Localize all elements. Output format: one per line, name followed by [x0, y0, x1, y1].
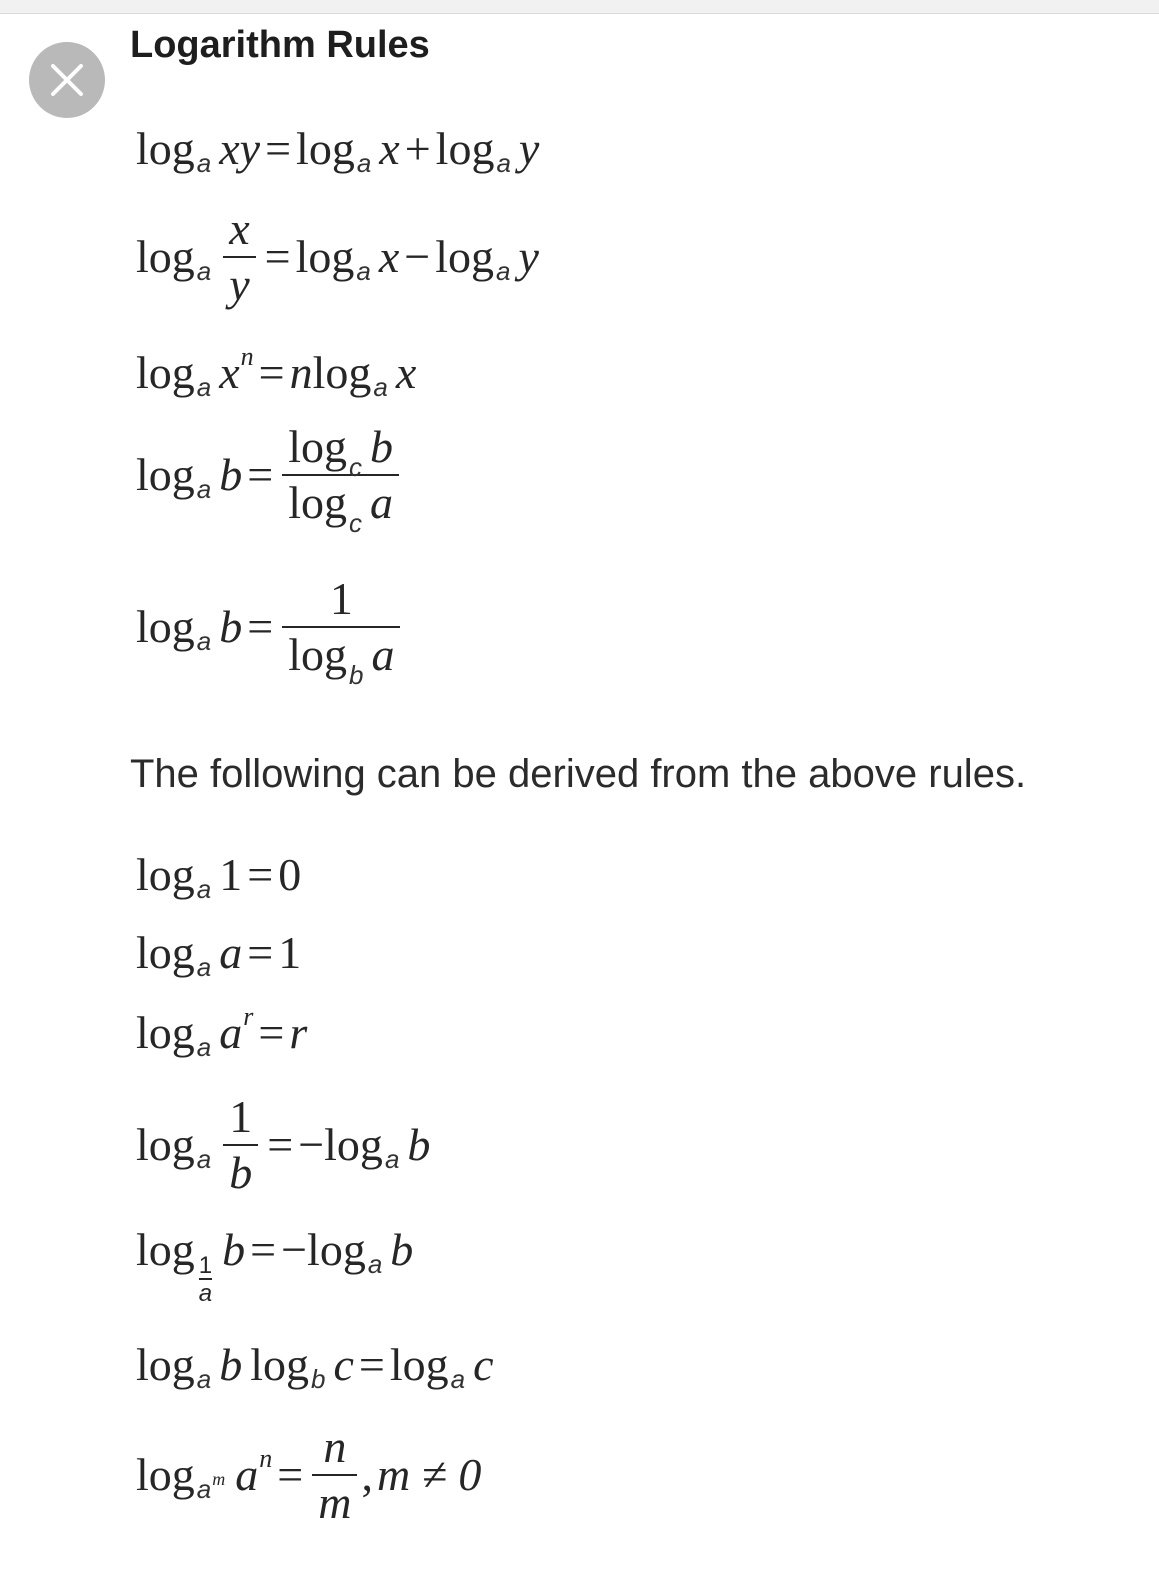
derived-log-of-one: log a 1 = 0	[136, 849, 302, 904]
fraction: $\frac{1}{b}$	[223, 1094, 258, 1196]
top-bar	[0, 0, 1159, 14]
derived-log-of-power: log a a r = r	[136, 1002, 308, 1062]
derived-chain-rule: log a b log b c = log a c	[136, 1339, 494, 1394]
derived-reciprocal-base: log $\frac{1}{a}$ b = − log a b	[136, 1224, 414, 1307]
rule-power: log a x n = n log a x	[136, 342, 417, 402]
derived-note: The following can be derived from the above rules.	[130, 752, 1027, 796]
fraction: $\frac{x}{y}$	[223, 206, 255, 308]
derived-power-base: log a m a n = $\frac{n}{m}$ , m ≠ 0	[136, 1421, 482, 1528]
close-button[interactable]	[29, 42, 105, 118]
close-icon	[29, 42, 105, 118]
rule-reciprocal: log a b = $\frac{1}{\log_b a}$	[136, 576, 404, 678]
fraction: $\frac{\log_c b}{\log_c a}$	[282, 424, 399, 526]
fraction: $\frac{n}{m}$	[312, 1424, 357, 1526]
fraction: $\frac{1}{\log_b a}$	[282, 576, 400, 678]
rule-quotient: log a $\frac{x}{y}$ = log a x − log a y	[136, 203, 539, 310]
base-fraction: $\frac{1}{a}$	[198, 1252, 213, 1307]
derived-log-of-base: log a a = 1	[136, 927, 302, 982]
rule-product: log a xy = log a x + log a y	[136, 123, 540, 178]
derived-log-of-reciprocal: log a $\frac{1}{b}$ = − log a b	[136, 1091, 431, 1198]
page-title: Logarithm Rules	[130, 24, 430, 66]
rule-change-of-base: log a b = $\frac{\log_c b}{\log_c a}$	[136, 424, 403, 526]
